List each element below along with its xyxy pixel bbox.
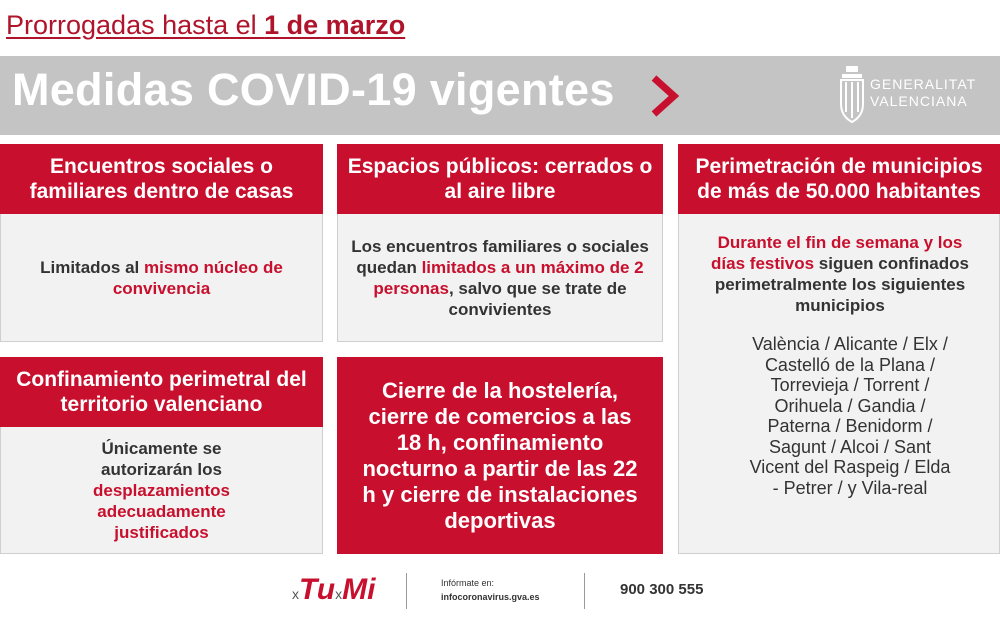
info-website-link[interactable]: infocoronavirus.gva.es — [441, 592, 540, 602]
logo-line-2: VALENCIANA — [870, 93, 968, 109]
perimeter-intro-highlight: Durante el fin de semana y los días festivos — [711, 233, 963, 273]
perimeter-intro-text: siguen confinados perimetralmente los siguientes municipios — [714, 254, 969, 315]
municipalities-list: València / Alicante / Elx / Castelló de la Plana / Torrevieja / Torrent / Orihuela / Gandia / Paterna / Benidorm / Sagunt / Alcoi / Sant Vicent del Raspeig / Elda - Petrer / y Vila-real — [749, 334, 951, 498]
logo-line-1: GENERALITAT — [870, 76, 977, 92]
logo-x-2: x — [335, 586, 343, 602]
confinement-heading: Confinamiento perimetral del territorio valenciano — [0, 357, 323, 427]
footer-divider — [406, 573, 407, 609]
public-body-highlight: limitados a un máximo de 2 personas — [373, 257, 644, 298]
public-spaces-heading: Espacios públicos: cerrados o al aire libre — [337, 144, 663, 214]
social-body-text: Limitados al — [40, 257, 145, 277]
public-spaces-body — [337, 214, 663, 342]
xtuxmi-logo — [292, 573, 375, 607]
public-body-text: Los encuentros familiares o sociales quedan — [351, 236, 649, 277]
generalitat-logo-text — [870, 76, 976, 110]
confinement-body-highlight: desplazamientos adecuadamente justificados — [93, 480, 230, 542]
page-title: Medidas COVID-19 vigentes — [12, 64, 615, 115]
chevron-right-icon — [648, 74, 680, 118]
logo-tu: Tu — [299, 573, 336, 606]
closures-card: Cierre de la hostelería, cierre de comercios a las 18 h, confinamiento nocturno a partir de las 22 h y cierre de instalaciones deportivas — [337, 357, 663, 554]
logo-x-1: x — [292, 586, 299, 602]
public-body-tail: , salvo que se trate de convivientes — [448, 278, 627, 319]
notice-prefix: Prorrogadas hasta el — [6, 10, 265, 40]
social-body-highlight: mismo núcleo de convivencia — [112, 257, 283, 298]
notice-date: 1 de marzo — [264, 10, 406, 40]
info-label: Infórmate en: — [441, 578, 495, 588]
phone-number[interactable]: 900 300 555 — [620, 581, 704, 598]
extension-notice — [6, 10, 405, 41]
perimeter-municipalities-body — [678, 214, 1000, 554]
generalitat-logo-icon — [838, 64, 866, 124]
perimeter-intro — [701, 232, 979, 316]
confinement-body-text: Únicamente se autorizarán los — [101, 438, 222, 479]
footer-divider — [584, 573, 585, 609]
logo-mi: Mi — [342, 573, 376, 606]
social-gatherings-body — [0, 214, 323, 342]
social-gatherings-heading: Encuentros sociales o familiares dentro de casas — [0, 144, 323, 214]
perimeter-municipalities-heading: Perimetración de municipios de más de 50.000 habitantes — [678, 144, 1000, 214]
confinement-body — [0, 427, 323, 554]
